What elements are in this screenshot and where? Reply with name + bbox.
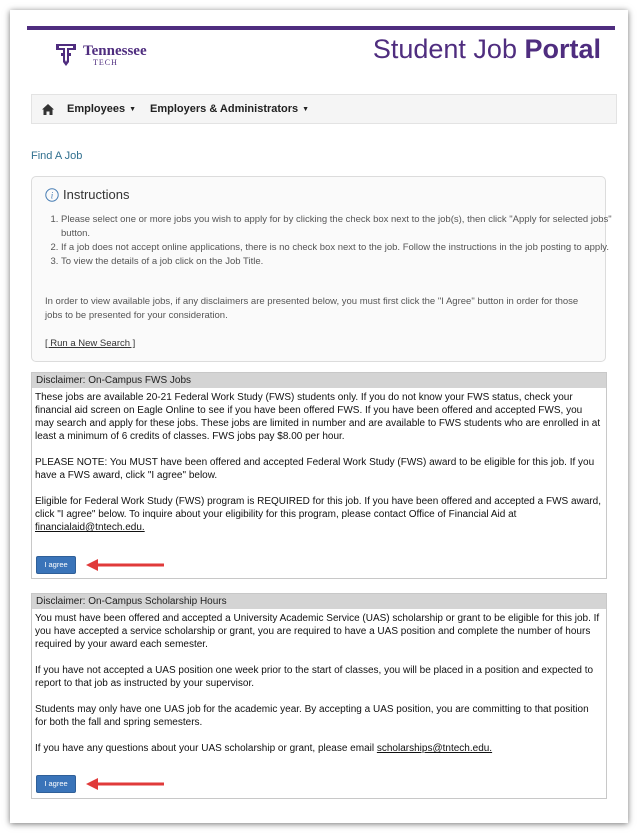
- disclaimer-paragraph: These jobs are available 20-21 Federal Work Study (FWS) students only. If you do not know your FWS status, check your financial aid screen on Eagle Online to see if you have been offered FWS. If you have been offered and accepted FWS, you may search and apply for these jobs. These jobs are limited in number and are available to FWS students who are enrolled in at least a minimum of 6 credits of classes. FWS jobs pay $8.00 per hour.: [35, 392, 601, 442]
- instructions-heading: [45, 187, 129, 202]
- page-heading: Find A Job: [31, 150, 83, 162]
- logo-name: Tennessee: [83, 42, 147, 59]
- disclaimer-body: [32, 609, 606, 755]
- svg-text:i: i: [50, 190, 54, 200]
- portal-title-light: Student Job: [372, 34, 525, 64]
- tn-tech-logo[interactable]: [55, 43, 147, 67]
- red-arrow-annotation: [84, 776, 166, 792]
- header-accent-bar: [27, 26, 615, 30]
- disclaimer-paragraph: Students may only have one UAS job for the academic year. By accepting a UAS position, you are committing to that position for both the fall and spring semesters.: [35, 704, 589, 728]
- disclaimer-paragraph: [35, 742, 602, 755]
- disclaimer-paragraph: If you have not accepted a UAS position one week prior to the start of classes, you will be placed in a position and expected to report to that job as instructed by your supervisor.: [35, 665, 594, 689]
- instructions-note: In order to view available jobs, if any disclaimers are presented below, you must first click the "I Agree" button in order for those jobs to be presented for your consideration.: [45, 296, 579, 321]
- instructions-panel: [31, 176, 612, 362]
- financial-aid-email-link[interactable]: financialaid@tntech.edu.: [35, 522, 145, 533]
- disclaimer-body: [32, 388, 606, 534]
- portal-title-bold: Portal: [524, 34, 601, 64]
- disclaimer-contact-text: Eligible for Federal Work Study (FWS) program is REQUIRED for this job. If you have been offered and accepted a FWS award, click "I agree" below. To inquire about your eligibility for this program, please contact Office of Financial Aid at: [35, 496, 601, 520]
- red-arrow-annotation: [84, 557, 166, 573]
- instructions-title: Instructions: [63, 187, 130, 202]
- i-agree-button-scholarship[interactable]: I agree: [36, 775, 76, 793]
- disclaimer-title: Disclaimer: On-Campus Scholarship Hours: [32, 594, 606, 609]
- instruction-step: 2. If a job does not accept online applications, there is no check box next to the job. Follow the instructions in the job posting to apply.: [61, 241, 616, 255]
- instruction-step: 3. To view the details of a job click on the Job Title.: [61, 255, 616, 269]
- disclaimer-contact-text: If you have any questions about your UAS scholarship or grant, please email: [35, 743, 377, 754]
- caret-down-icon: ▼: [302, 105, 310, 113]
- instruction-step: 1. Please select one or more jobs you wish to apply for by clicking the check box next to the job(s), then click "Apply for selected jobs" button.: [61, 213, 616, 241]
- scholarships-email-link[interactable]: scholarships@tntech.edu.: [376, 743, 493, 754]
- home-icon[interactable]: [42, 104, 54, 115]
- disclaimer-scholarship: [31, 593, 607, 799]
- disclaimer-title: Disclaimer: On-Campus FWS Jobs: [32, 373, 606, 388]
- run-new-search-link[interactable]: [ Run a New Search ]: [45, 338, 136, 349]
- info-icon: [45, 188, 59, 202]
- nav-employers-label: Employers & Administrators: [150, 103, 299, 115]
- nav-employers-dropdown[interactable]: [143, 103, 316, 115]
- main-nav: [31, 94, 617, 124]
- caret-down-icon: ▼: [129, 105, 137, 113]
- disclaimer-paragraph: You must have been offered and accepted a University Academic Service (UAS) scholarship or grant to be eligible for this job. If you have accepted a service scholarship or grant, you are required to have a UAS position and complete the number of hours required by your award each semester.: [35, 613, 600, 650]
- i-agree-button-fws[interactable]: I agree: [36, 556, 76, 574]
- tn-tech-logo-icon: [55, 43, 77, 67]
- disclaimer-fws: [31, 372, 607, 579]
- disclaimer-paragraph: [35, 495, 602, 534]
- nav-employees-dropdown[interactable]: [60, 103, 143, 115]
- disclaimer-paragraph: PLEASE NOTE: You MUST have been offered and accepted Federal Work Study (FWS) award to be eligible for this job. If you have a FWS award, click "I agree" below.: [35, 457, 595, 481]
- logo-subtitle: TECH: [93, 57, 118, 67]
- instructions-list: [41, 213, 616, 269]
- portal-title: [373, 34, 601, 65]
- nav-employees-label: Employees: [67, 103, 126, 115]
